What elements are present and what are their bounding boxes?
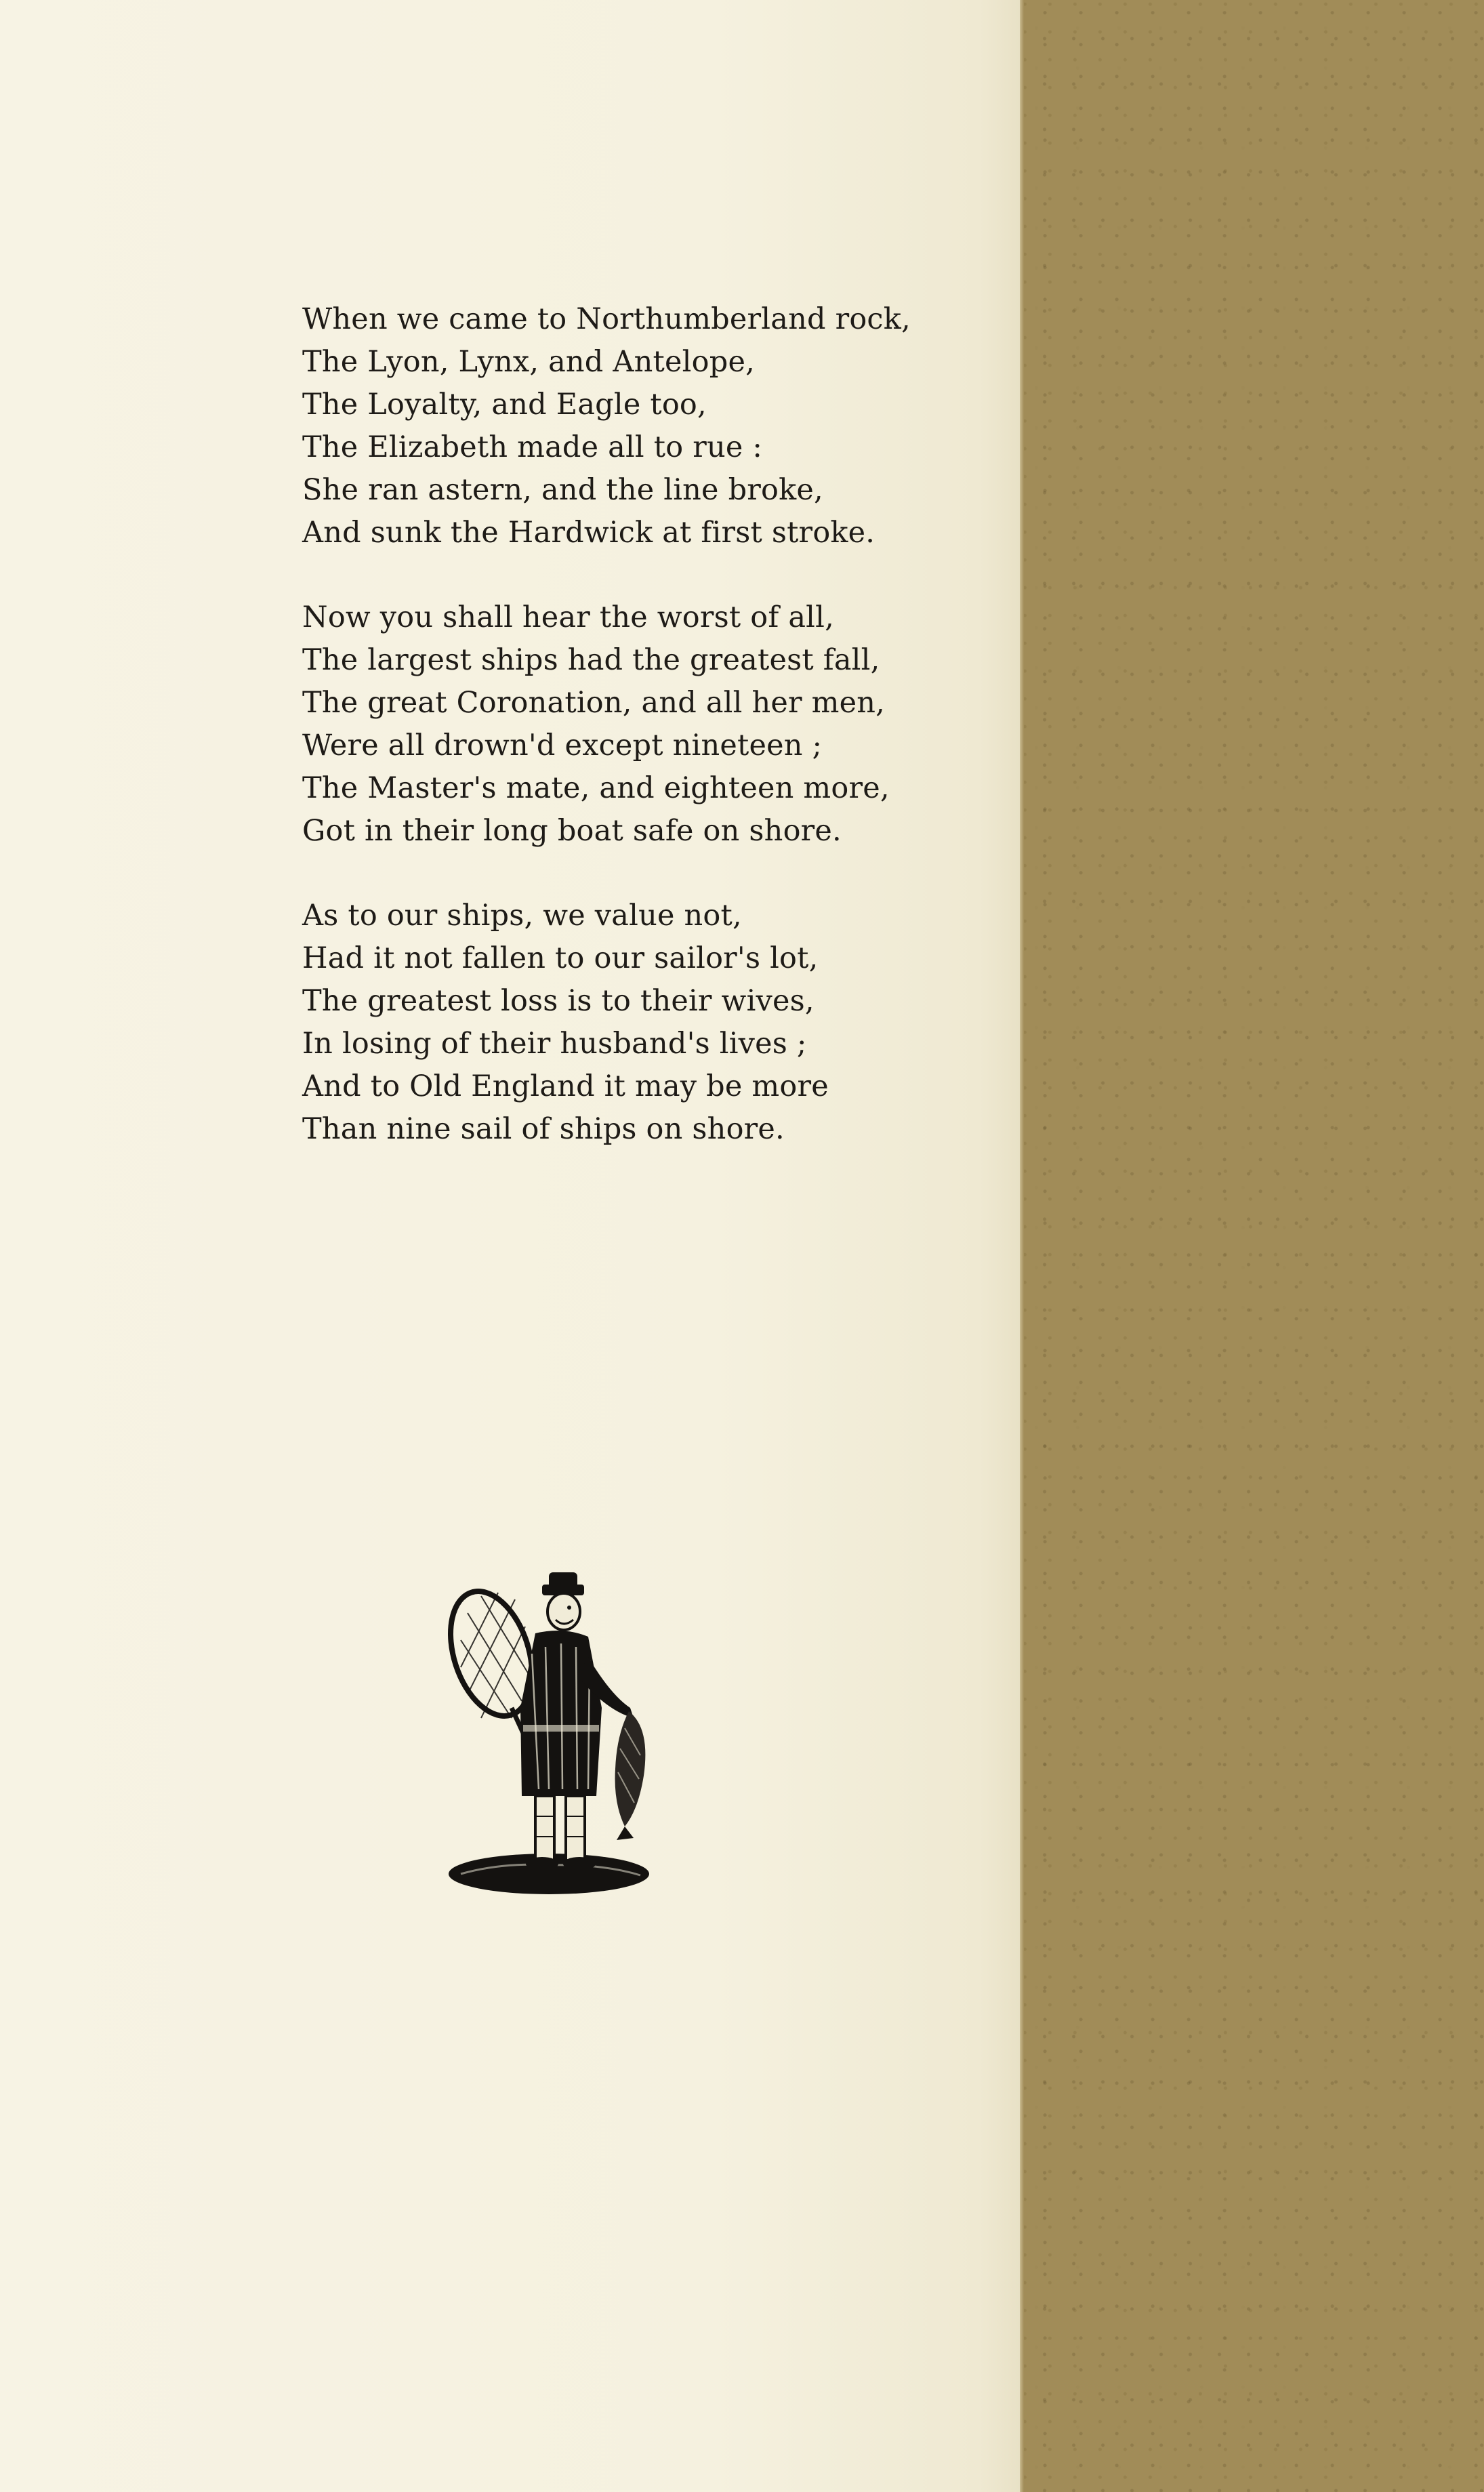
verse-line: Got in their long boat safe on shore.	[302, 814, 842, 848]
verse-line: Now you shall hear the worst of all,	[302, 600, 834, 634]
verse-line: The Lyon, Lynx, and Antelope,	[302, 345, 755, 379]
verse-line: The Master's mate, and eighteen more,	[302, 771, 890, 805]
verse-line: As to our ships, we value not,	[302, 899, 742, 933]
verse-line: Than nine sail of ships on shore.	[302, 1112, 785, 1146]
verse-line: The Loyalty, and Eagle too,	[302, 388, 707, 422]
verse-line: She ran astern, and the line broke,	[302, 473, 823, 507]
book-cover-board	[1020, 0, 1484, 2492]
verse-line: In losing of their husband's lives ;	[302, 1027, 807, 1061]
verse-line: When we came to Northumberland rock,	[302, 302, 911, 336]
stanza-2	[302, 596, 980, 853]
woodcut-fisherman-icon	[447, 1572, 671, 1898]
verse-line: Were all drown'd except nineteen ;	[302, 729, 823, 762]
verse-line: And sunk the Hardwick at first stroke.	[302, 516, 875, 550]
verse-line: The greatest loss is to their wives,	[302, 984, 815, 1018]
verse-line: And to Old England it may be more	[302, 1069, 829, 1103]
verse-line: Had it not fallen to our sailor's lot,	[302, 941, 819, 975]
poem-text	[302, 298, 980, 1193]
verse-line: The largest ships had the greatest fall,	[302, 643, 880, 677]
verse-line: The Elizabeth made all to rue :	[302, 430, 763, 464]
verse-line: The great Coronation, and all her men,	[302, 686, 885, 720]
stanza-3	[302, 895, 980, 1151]
stanza-1	[302, 298, 980, 554]
